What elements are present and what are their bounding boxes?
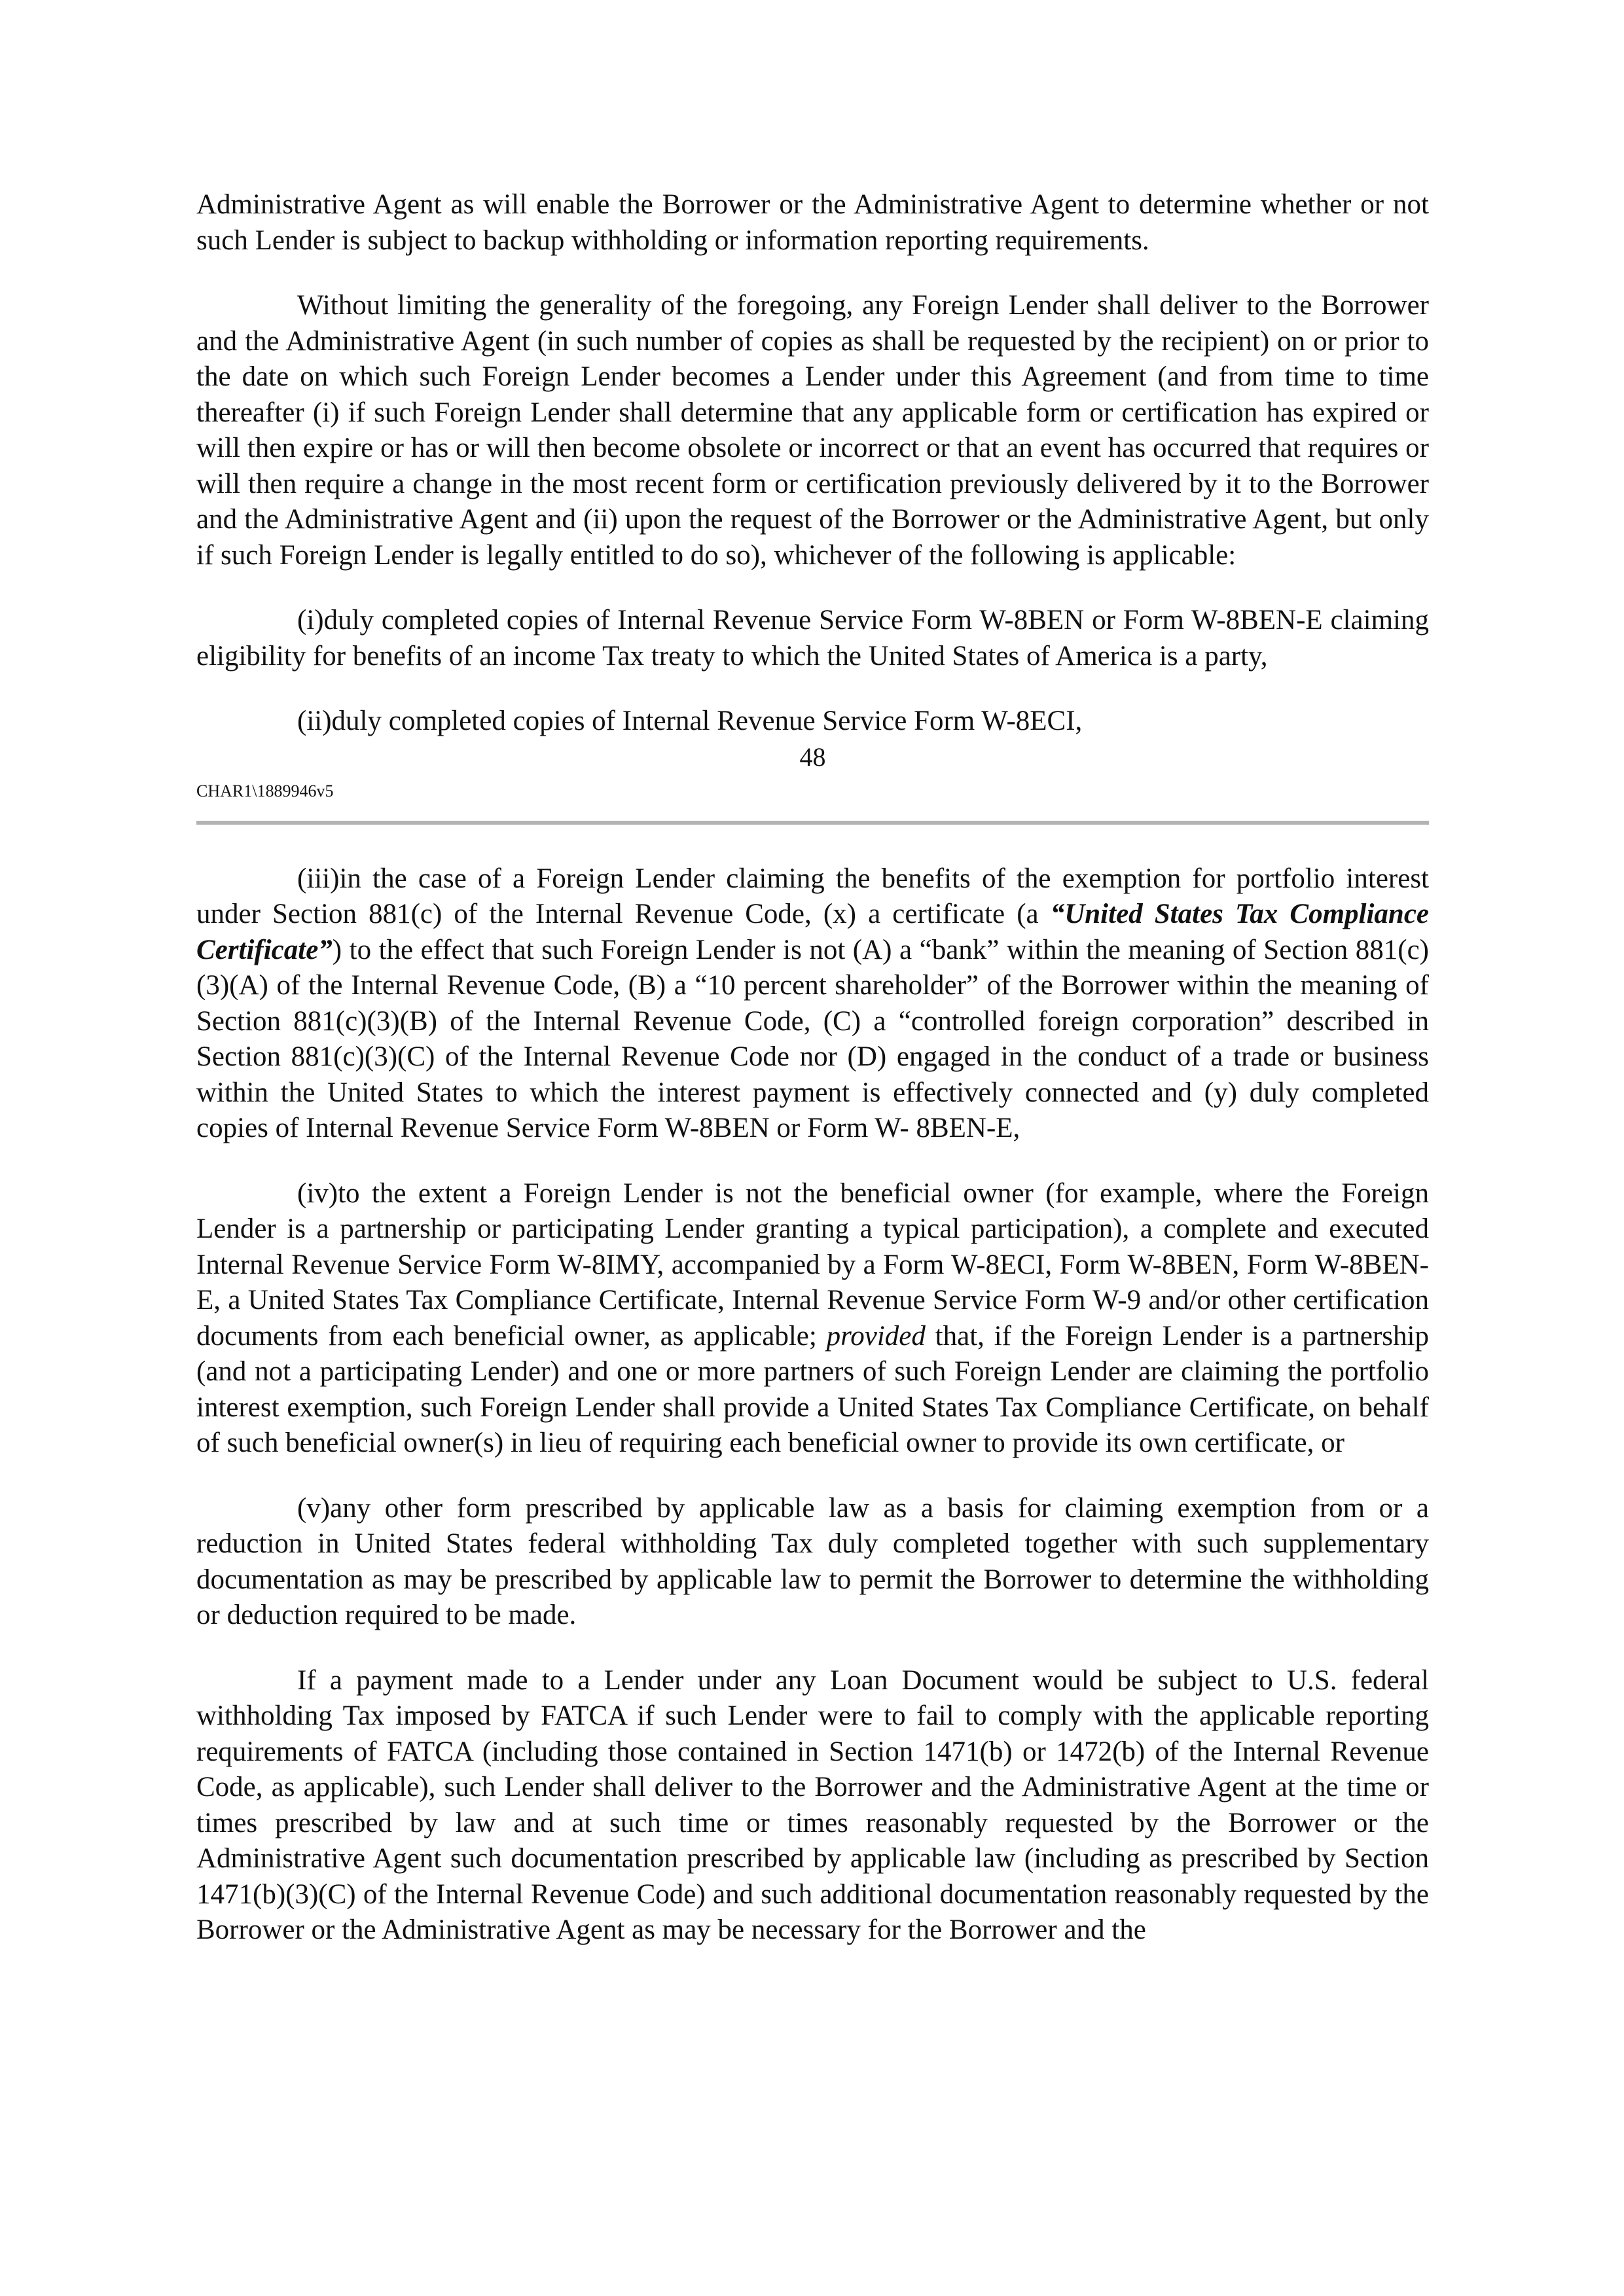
paragraph-gap: [196, 1147, 1429, 1176]
list-item-ii: (ii)duly completed copies of Internal Revenue Service Form W-8ECI,: [297, 706, 1083, 736]
document-id: CHAR1\1889946v5: [196, 781, 334, 800]
list-item-v: (v)any other form prescribed by applicable law as a basis for claiming exemption from or a reduction in United States federal withholding Tax duly completed together with such supplementary documentation as may be prescribed by applicable law to permit the Borrower to determine the withholding or deduction required to be made.: [196, 1492, 1429, 1630]
paragraph-fatca: If a payment made to a Lender under any Loan Document would be subject to U.S. federal withholding Tax imposed by FATCA if such Lender were to fail to comply with the applicable reporting requirements of FATCA (including those contained in Section 1471(b) or 1472(b) of the Internal Revenue Code, as applicable), such Lender shall deliver to the Borrower and the Administrative Agent at the time or times prescribed by law and at such time or times reasonably requested by the Borrower or the Administrative Agent such documentation prescribed by applicable law (including as prescribed by Section 1471(b)(3)(C) of the Internal Revenue Code) and such additional documentation reasonably requested by the Borrower or the Administrative Agent as may be necessary for the Borrower and the: [196, 1664, 1429, 1945]
list-item-iii-text-start: (iii)in the case of a Foreign Lender claiming the benefits of the exemption for portfolio interest under Section 881(c) of the Internal Revenue Code, (x) a certificate (a: [196, 863, 1429, 929]
defined-term: “United States Tax Compliance Certificate”: [196, 899, 1429, 965]
paragraph-foreign-lender-delivery: Without limiting the generality of the foregoing, any Foreign Lender shall deliver to the Borrower and the Administrative Agent (in such number of copies as shall be requested by the recipient) on or prior to the date on which such Foreign Lender becomes a Lender under this Agreement (and from time to time thereafter (i) if such Foreign Lender shall determine that any applicable form or certification has expired or will then expire or has or will then become obsolete or incorrect or that an event has occurred that requires or will then require a change in the most recent form or certification previously delivered by it to the Borrower and the Administrative Agent and (ii) upon the request of the Borrower or the Administrative Agent, but only if such Foreign Lender is legally entitled to do so), whichever of the following is applicable:: [196, 290, 1429, 571]
list-item-iii-text-end: ) to the effect that such Foreign Lender is not (A) a “bank” within the meaning of Section 881(c)(3)(A) of the Internal Revenue Code, (B) a “10 percent shareholder” of the Borrower within the meaning of Section 881(c)(3)(B) of the Internal Revenue Code, (C) a “controlled foreign corporation” described in Section 881(c)(3)(C) of the Internal Revenue Code nor (D) engaged in the conduct of a trade or business within the United States to which the interest payment is effectively connected and (y) duly completed copies of Internal Revenue Service Form W-8BEN or Form W- 8BEN-E,: [196, 934, 1429, 1143]
page-footer: [196, 740, 1429, 817]
list-item-iv: [196, 1176, 1429, 1462]
paragraph-gap: [196, 1634, 1429, 1663]
paragraph-backup-withholding: Administrative Agent as will enable the Borrower or the Administrative Agent to determine whether or not such Lender is subject to backup withholding or information reporting requirements.: [196, 189, 1429, 256]
provided-term: provided: [826, 1320, 926, 1352]
paragraph-gap: [196, 573, 1429, 603]
paragraph-gap: [196, 1462, 1429, 1491]
list-item-i: (i)duly completed copies of Internal Revenue Service Form W-8BEN or Form W-8BEN-E claiming eligibility for benefits of an income Tax treaty to which the United States of America is a party,: [196, 605, 1429, 672]
list-item-iv-text-end: that, if the Foreign Lender is a partnership (and not a participating Lender) and one or more partners of such Foreign Lender are claiming the portfolio interest exemption, such Foreign Lender shall provide a United States Tax Compliance Certificate, on behalf of such beneficial owner(s) in lieu of requiring each beneficial owner to provide its own certificate, or: [196, 1320, 1429, 1458]
paragraph-gap: [196, 674, 1429, 704]
list-item-iii: [196, 861, 1429, 1147]
document-page: [196, 187, 1429, 1948]
list-item-iv-text-start: (iv)to the extent a Foreign Lender is not the beneficial owner (for example, where the Foreign Lender is a partnership or participating Lender granting a typical participation), a complete and executed Internal Revenue Service Form W-8IMY, accompanied by a Form W-8ECI, Form W-8BEN, Form W-8BEN-E, a United States Tax Compliance Certificate, Internal Revenue Service Form W-9 and/or other certification documents from each beneficial owner, as applicable;: [196, 1177, 1429, 1352]
page-break-divider: [196, 821, 1429, 825]
paragraph-gap: [196, 259, 1429, 288]
page-number: 48: [799, 742, 826, 772]
